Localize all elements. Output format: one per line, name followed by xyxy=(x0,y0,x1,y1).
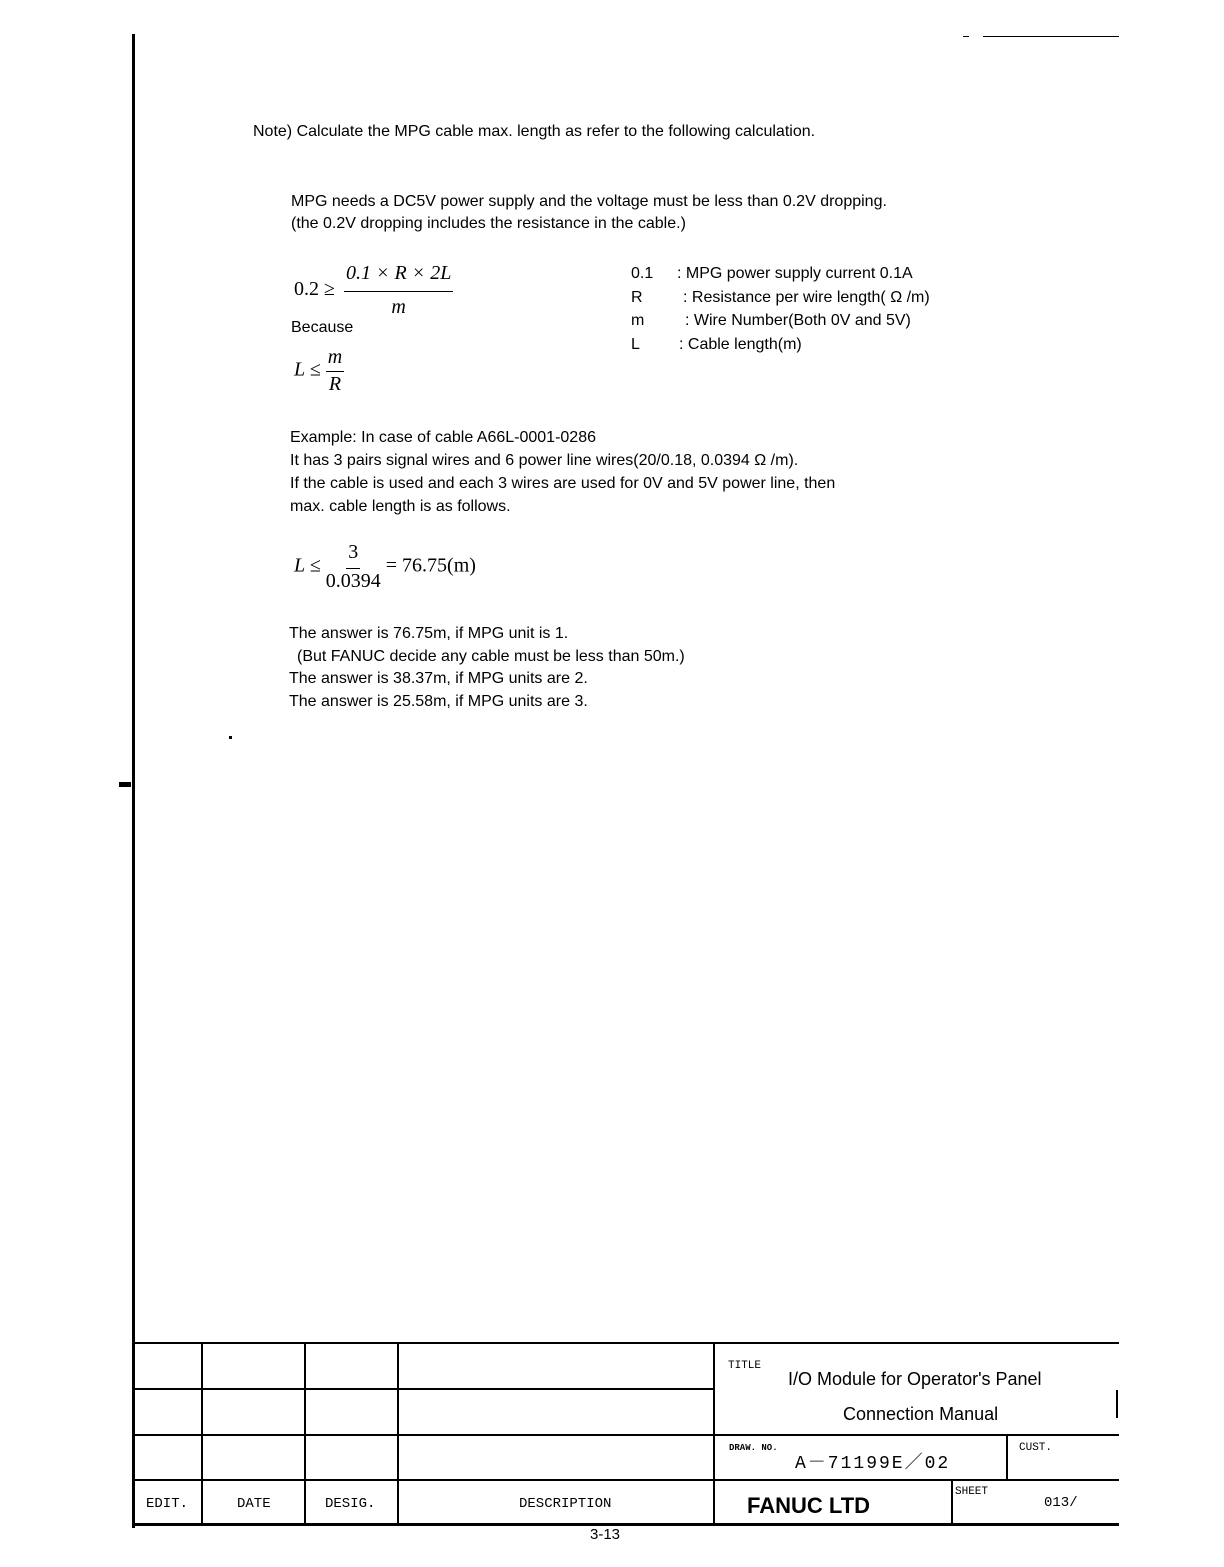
tb-line-row1 xyxy=(132,1388,714,1390)
tb-title-line-2: Connection Manual xyxy=(843,1404,999,1424)
tb-vline-3 xyxy=(397,1342,399,1525)
because-label: Because xyxy=(291,319,354,336)
tb-sheet-no: 013/ xyxy=(1044,1495,1078,1511)
stray-dot xyxy=(229,736,232,739)
answer-line-4: The answer is 25.58m, if MPG units are 3. xyxy=(289,692,588,710)
formula3-numerator: 3 xyxy=(346,541,360,569)
formula3-rhs: = 76.75(m) xyxy=(385,554,476,577)
formula-voltage-drop xyxy=(294,262,453,319)
tb-line-row3 xyxy=(132,1479,1119,1481)
top-right-rule xyxy=(983,36,1119,37)
tb-draw-no: A－71199E／02 xyxy=(795,1454,951,1474)
answer-line-2: (But FANUC decide any cable must be less than 50m.) xyxy=(297,647,685,665)
formula2-numerator: m xyxy=(326,346,344,372)
left-edge-mark xyxy=(119,782,131,787)
tb-col-date: DATE xyxy=(237,1496,271,1512)
formula-example-result xyxy=(294,541,476,593)
tb-title-line-1: I/O Module for Operator's Panel xyxy=(788,1369,1042,1389)
tb-company-name: FANUC LTD xyxy=(747,1493,871,1518)
legend-desc: : Wire Number(Both 0V and 5V) xyxy=(685,312,911,329)
page-number: 3-13 xyxy=(590,1526,621,1543)
legend-symbol: 0.1 xyxy=(631,265,654,282)
formula1-denominator: m xyxy=(391,296,406,318)
answers-block xyxy=(289,623,685,713)
legend-row xyxy=(631,309,930,333)
top-right-tick xyxy=(963,36,969,37)
tb-vline-right-tick xyxy=(1116,1390,1118,1418)
legend-symbol: L xyxy=(631,335,640,353)
tb-vline-cust xyxy=(1006,1434,1008,1480)
tb-col-edit: EDIT. xyxy=(146,1496,189,1512)
formula2-lhs: L ≤ xyxy=(294,358,321,381)
tb-line-row2 xyxy=(132,1434,1119,1436)
example-line-2: It has 3 pairs signal wires and 6 power line wires(20/0.18, 0.0394 Ω /m). xyxy=(290,452,799,469)
tb-line-bottom xyxy=(132,1523,1119,1526)
tb-col-description: DESCRIPTION xyxy=(519,1496,612,1512)
legend-row xyxy=(631,286,930,310)
legend xyxy=(631,262,930,356)
tb-sheet-label: SHEET xyxy=(955,1486,989,1498)
example-line-3: If the cable is used and each 3 wires are used for 0V and 5V power line, then xyxy=(290,475,836,492)
formula3-denominator: 0.0394 xyxy=(325,570,381,592)
tb-vline-1 xyxy=(201,1342,203,1525)
intro-line-2: (the 0.2V dropping includes the resistance in the cable.) xyxy=(291,215,686,232)
legend-desc: : Resistance per wire length( Ω /m) xyxy=(683,288,930,306)
answer-line-3: The answer is 38.37m, if MPG units are 2. xyxy=(289,670,588,687)
example-block xyxy=(290,426,835,518)
example-line-4: max. cable length is as follows. xyxy=(290,498,511,515)
formula1-lhs: 0.2 ≥ xyxy=(294,278,335,301)
tb-vline-sheet xyxy=(951,1479,953,1524)
legend-row xyxy=(631,333,930,357)
formula3-lhs: L ≤ xyxy=(294,554,321,577)
legend-symbol: m xyxy=(631,312,645,329)
legend-symbol: R xyxy=(631,288,643,306)
tb-title-label: TITLE xyxy=(728,1360,762,1372)
formula1-numerator: 0.1 × R × 2L xyxy=(344,262,453,292)
example-line-1: Example: In case of cable A66L-0001-0286 xyxy=(290,429,596,446)
tb-vline-4 xyxy=(713,1342,715,1525)
intro-line-1: MPG needs a DC5V power supply and the voltage must be less than 0.2V dropping. xyxy=(291,193,887,210)
tb-vline-2 xyxy=(304,1342,306,1525)
formula2-denominator: R xyxy=(328,373,342,395)
tb-draw-no-label: DRAW. NO. xyxy=(729,1443,778,1453)
tb-col-desig: DESIG. xyxy=(325,1496,376,1512)
note-text: Note) Calculate the MPG cable max. length as refer to the following calculation. xyxy=(253,123,816,140)
answer-line-1: The answer is 76.75m, if MPG unit is 1. xyxy=(289,625,569,642)
legend-row xyxy=(631,262,930,286)
legend-desc: : MPG power supply current 0.1A xyxy=(677,265,913,282)
formula-length-limit xyxy=(294,346,344,396)
tb-line-top xyxy=(132,1342,1119,1344)
legend-desc: : Cable length(m) xyxy=(679,335,802,353)
tb-cust-label: CUST. xyxy=(1019,1442,1053,1454)
left-border-line xyxy=(132,34,135,1528)
